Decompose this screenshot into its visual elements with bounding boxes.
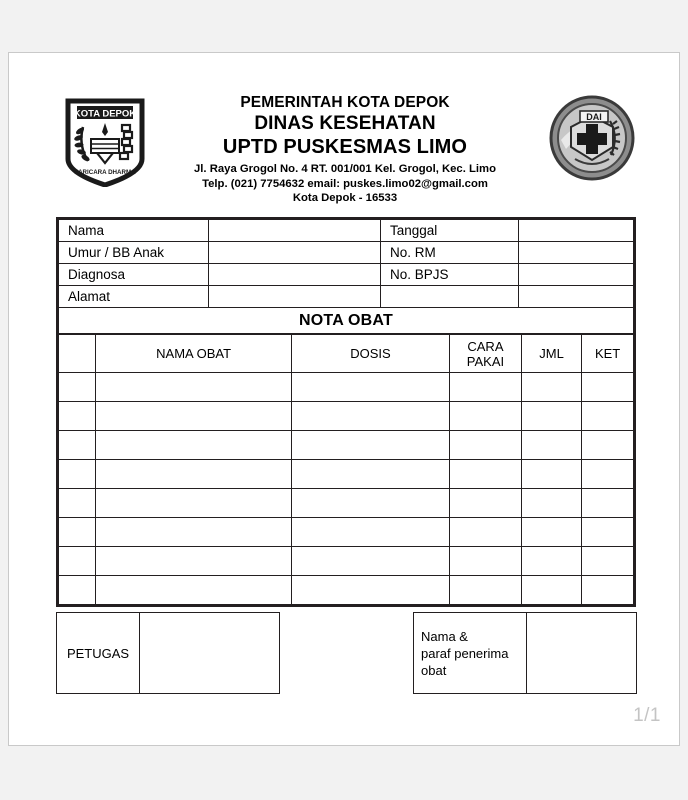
receiver-label-line-2: paraf penerima xyxy=(421,645,509,661)
cara-pakai-line-1: CARA xyxy=(467,338,504,354)
nota-obat-title: NOTA OBAT xyxy=(59,308,634,334)
cell-dosis[interactable] xyxy=(291,373,449,402)
field-value-extra[interactable] xyxy=(519,286,634,308)
table-row xyxy=(59,547,634,576)
receiver-signature-block xyxy=(413,612,637,694)
table-row xyxy=(59,460,634,489)
cell-ket[interactable] xyxy=(582,518,634,547)
cell-no[interactable] xyxy=(59,547,96,576)
cell-dosis[interactable] xyxy=(291,576,449,605)
cell-dosis[interactable] xyxy=(291,518,449,547)
receiver-label-line-1: Nama & xyxy=(421,628,468,644)
title-line-department: DINAS KESEHATAN xyxy=(254,113,436,134)
cell-nama-obat[interactable] xyxy=(96,431,292,460)
column-header-ket: KET xyxy=(582,335,634,373)
medicine-table-body xyxy=(59,373,634,605)
field-label-diagnosa: Diagnosa xyxy=(59,264,209,286)
prescription-form xyxy=(56,217,636,607)
column-header-jml: JML xyxy=(521,335,581,373)
field-label-umur-bb: Umur / BB Anak xyxy=(59,242,209,264)
letterhead xyxy=(9,53,679,203)
address-line-contact: Telp. (021) 7754632 email: puskes.limo02@gmail.com xyxy=(202,177,488,190)
cell-dosis[interactable] xyxy=(291,489,449,518)
field-value-no-rm[interactable] xyxy=(519,242,634,264)
cell-ket[interactable] xyxy=(582,431,634,460)
field-value-umur-bb[interactable] xyxy=(208,242,381,264)
field-label-extra xyxy=(381,286,519,308)
table-row xyxy=(59,286,634,308)
cell-cara-pakai[interactable] xyxy=(450,402,522,431)
cell-cara-pakai[interactable] xyxy=(450,489,522,518)
field-value-alamat[interactable] xyxy=(208,286,381,308)
cell-cara-pakai[interactable] xyxy=(450,518,522,547)
receiver-label xyxy=(413,612,527,694)
table-row xyxy=(59,220,634,242)
svg-text:DAI: DAI xyxy=(586,111,602,122)
svg-text:PARICARA DHARMA: PARICARA DHARMA xyxy=(74,169,136,176)
cell-dosis[interactable] xyxy=(291,460,449,489)
column-header-cara-pakai xyxy=(450,335,522,373)
cell-jml[interactable] xyxy=(521,373,581,402)
address-block xyxy=(149,162,541,206)
table-header-row xyxy=(59,335,634,373)
address-line-street: Jl. Raya Grogol No. 4 RT. 001/001 Kel. Grogol, Kec. Limo xyxy=(194,163,496,175)
field-value-no-bpjs[interactable] xyxy=(519,264,634,286)
cell-dosis[interactable] xyxy=(291,431,449,460)
cell-no[interactable] xyxy=(59,460,96,489)
patient-info-section xyxy=(59,220,634,308)
receiver-label-line-3: obat xyxy=(421,662,447,678)
cell-cara-pakai[interactable] xyxy=(450,576,522,605)
cell-nama-obat[interactable] xyxy=(96,547,292,576)
cell-dosis[interactable] xyxy=(291,402,449,431)
title-line-government: PEMERINTAH KOTA DEPOK xyxy=(240,94,450,111)
cell-jml[interactable] xyxy=(521,576,581,605)
table-row xyxy=(59,431,634,460)
cell-nama-obat[interactable] xyxy=(96,518,292,547)
title-line-facility: UPTD PUSKESMAS LIMO xyxy=(222,136,468,158)
field-label-nama: Nama xyxy=(59,220,209,242)
officer-signature-field[interactable] xyxy=(140,612,280,694)
column-header-no xyxy=(59,335,96,373)
field-label-no-rm: No. RM xyxy=(381,242,519,264)
table-row xyxy=(59,518,634,547)
cell-no[interactable] xyxy=(59,373,96,402)
cell-ket[interactable] xyxy=(582,402,634,431)
cell-nama-obat[interactable] xyxy=(96,402,292,431)
officer-signature-block xyxy=(56,612,280,694)
cell-ket[interactable] xyxy=(582,576,634,605)
table-row xyxy=(59,402,634,431)
cara-pakai-line-2: PAKAI xyxy=(466,353,505,369)
cell-no[interactable] xyxy=(59,431,96,460)
field-label-alamat: Alamat xyxy=(59,286,209,308)
form-table xyxy=(58,219,634,334)
cell-ket[interactable] xyxy=(582,460,634,489)
health-ministry-seal-icon xyxy=(547,93,637,183)
field-label-no-bpjs: No. BPJS xyxy=(381,264,519,286)
cell-nama-obat[interactable] xyxy=(96,576,292,605)
table-row xyxy=(59,576,634,605)
cell-no[interactable] xyxy=(59,518,96,547)
cell-ket[interactable] xyxy=(582,547,634,576)
institution-title-block xyxy=(149,93,541,206)
receiver-signature-field[interactable] xyxy=(527,612,637,694)
cell-cara-pakai[interactable] xyxy=(450,460,522,489)
field-label-tanggal: Tanggal xyxy=(381,220,519,242)
table-row xyxy=(59,489,634,518)
cell-no[interactable] xyxy=(59,576,96,605)
cell-cara-pakai[interactable] xyxy=(450,547,522,576)
cell-nama-obat[interactable] xyxy=(96,460,292,489)
cell-jml[interactable] xyxy=(521,460,581,489)
table-row xyxy=(59,264,634,286)
document-page xyxy=(8,52,680,746)
column-header-dosis: DOSIS xyxy=(291,335,449,373)
cell-jml[interactable] xyxy=(521,431,581,460)
cell-jml[interactable] xyxy=(521,489,581,518)
cell-cara-pakai[interactable] xyxy=(450,373,522,402)
nota-obat-title-section xyxy=(59,308,634,334)
cell-jml[interactable] xyxy=(521,518,581,547)
page-counter: 1/1 xyxy=(633,705,661,726)
cell-no[interactable] xyxy=(59,402,96,431)
table-row xyxy=(59,242,634,264)
address-line-city: Kota Depok - 16533 xyxy=(292,192,398,204)
table-row xyxy=(59,373,634,402)
cell-nama-obat[interactable] xyxy=(96,489,292,518)
field-value-diagnosa[interactable] xyxy=(208,264,381,286)
field-value-tanggal[interactable] xyxy=(519,220,634,242)
cell-ket[interactable] xyxy=(582,489,634,518)
column-header-nama-obat: NAMA OBAT xyxy=(96,335,292,373)
officer-label: PETUGAS xyxy=(56,612,140,694)
cell-jml[interactable] xyxy=(521,402,581,431)
table-row xyxy=(59,308,634,334)
cell-dosis[interactable] xyxy=(291,547,449,576)
kota-depok-crest-icon xyxy=(64,95,146,187)
cell-cara-pakai[interactable] xyxy=(450,431,522,460)
svg-text:KOTA DEPOK: KOTA DEPOK xyxy=(73,108,137,120)
medicine-table xyxy=(58,334,634,605)
cell-ket[interactable] xyxy=(582,373,634,402)
cell-nama-obat[interactable] xyxy=(96,373,292,402)
cell-no[interactable] xyxy=(59,489,96,518)
cell-jml[interactable] xyxy=(521,547,581,576)
field-value-nama[interactable] xyxy=(208,220,381,242)
medicine-table-head xyxy=(59,335,634,373)
